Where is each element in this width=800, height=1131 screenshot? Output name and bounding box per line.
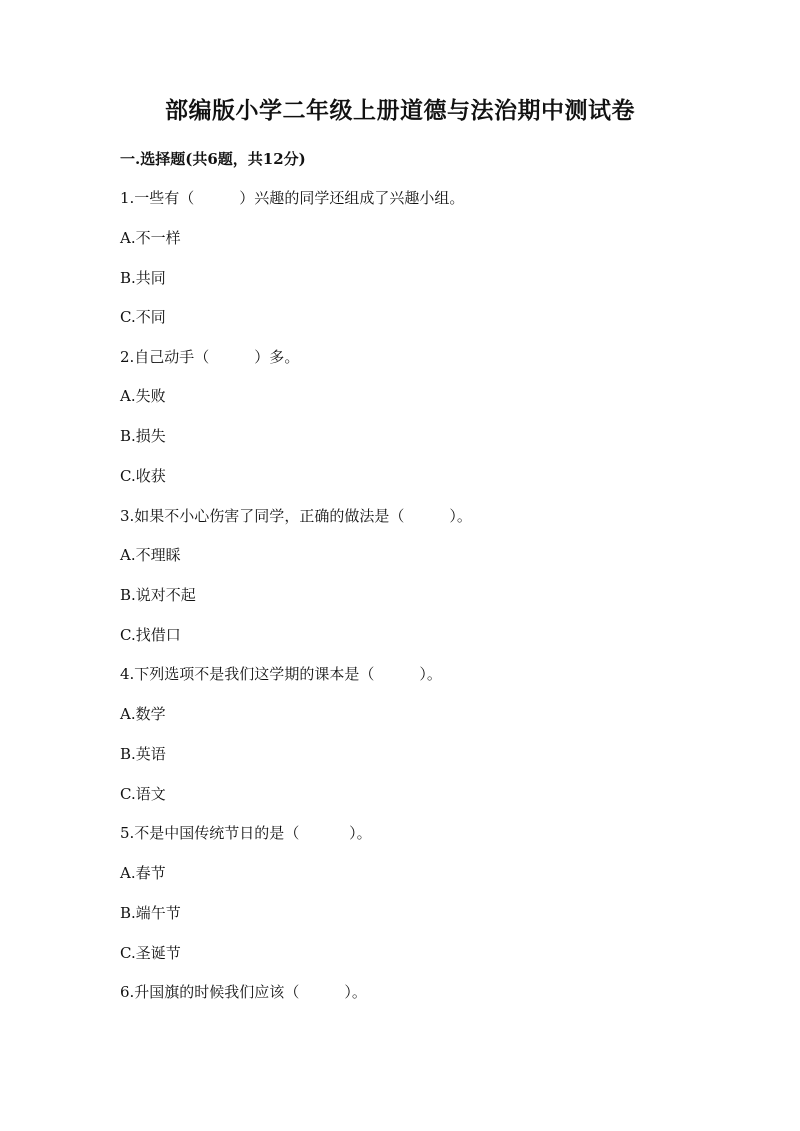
question-1-stem: 1.一些有（ ）兴趣的同学还组成了兴趣小组。 bbox=[120, 189, 465, 207]
section-heading: 一.选择题(共6题，共12分) bbox=[120, 150, 306, 168]
page-title: 部编版小学二年级上册道德与法治期中测试卷 bbox=[165, 97, 635, 124]
question-2-option-b: B.损失 bbox=[120, 427, 166, 445]
question-6-stem: 6.升国旗的时候我们应该（ ）。 bbox=[120, 983, 367, 1001]
question-4-option-b: B.英语 bbox=[120, 745, 166, 763]
question-4-option-a: A.数学 bbox=[120, 705, 166, 723]
question-1-option-a: A.不一样 bbox=[120, 229, 181, 247]
question-2-stem: 2.自己动手（ ）多。 bbox=[120, 348, 300, 366]
question-3-option-c: C.找借口 bbox=[120, 626, 181, 644]
question-5-option-b: B.端午节 bbox=[120, 904, 181, 922]
question-3-option-a: A.不理睬 bbox=[120, 546, 181, 564]
question-1-option-c: C.不同 bbox=[120, 308, 166, 326]
question-3-option-b: B.说对不起 bbox=[120, 586, 196, 604]
question-4-option-c: C.语文 bbox=[120, 785, 166, 803]
question-4-stem: 4.下列选项不是我们这学期的课本是（ ）。 bbox=[120, 665, 442, 683]
question-1-option-b: B.共同 bbox=[120, 269, 166, 287]
question-2-option-a: A.失败 bbox=[120, 387, 166, 405]
question-5-option-c: C.圣诞节 bbox=[120, 944, 181, 962]
question-3-stem: 3.如果不小心伤害了同学，正确的做法是（ ）。 bbox=[120, 507, 472, 525]
question-5-option-a: A.春节 bbox=[120, 864, 166, 882]
question-2-option-c: C.收获 bbox=[120, 467, 166, 485]
question-5-stem: 5.不是中国传统节日的是（ ）。 bbox=[120, 824, 372, 842]
